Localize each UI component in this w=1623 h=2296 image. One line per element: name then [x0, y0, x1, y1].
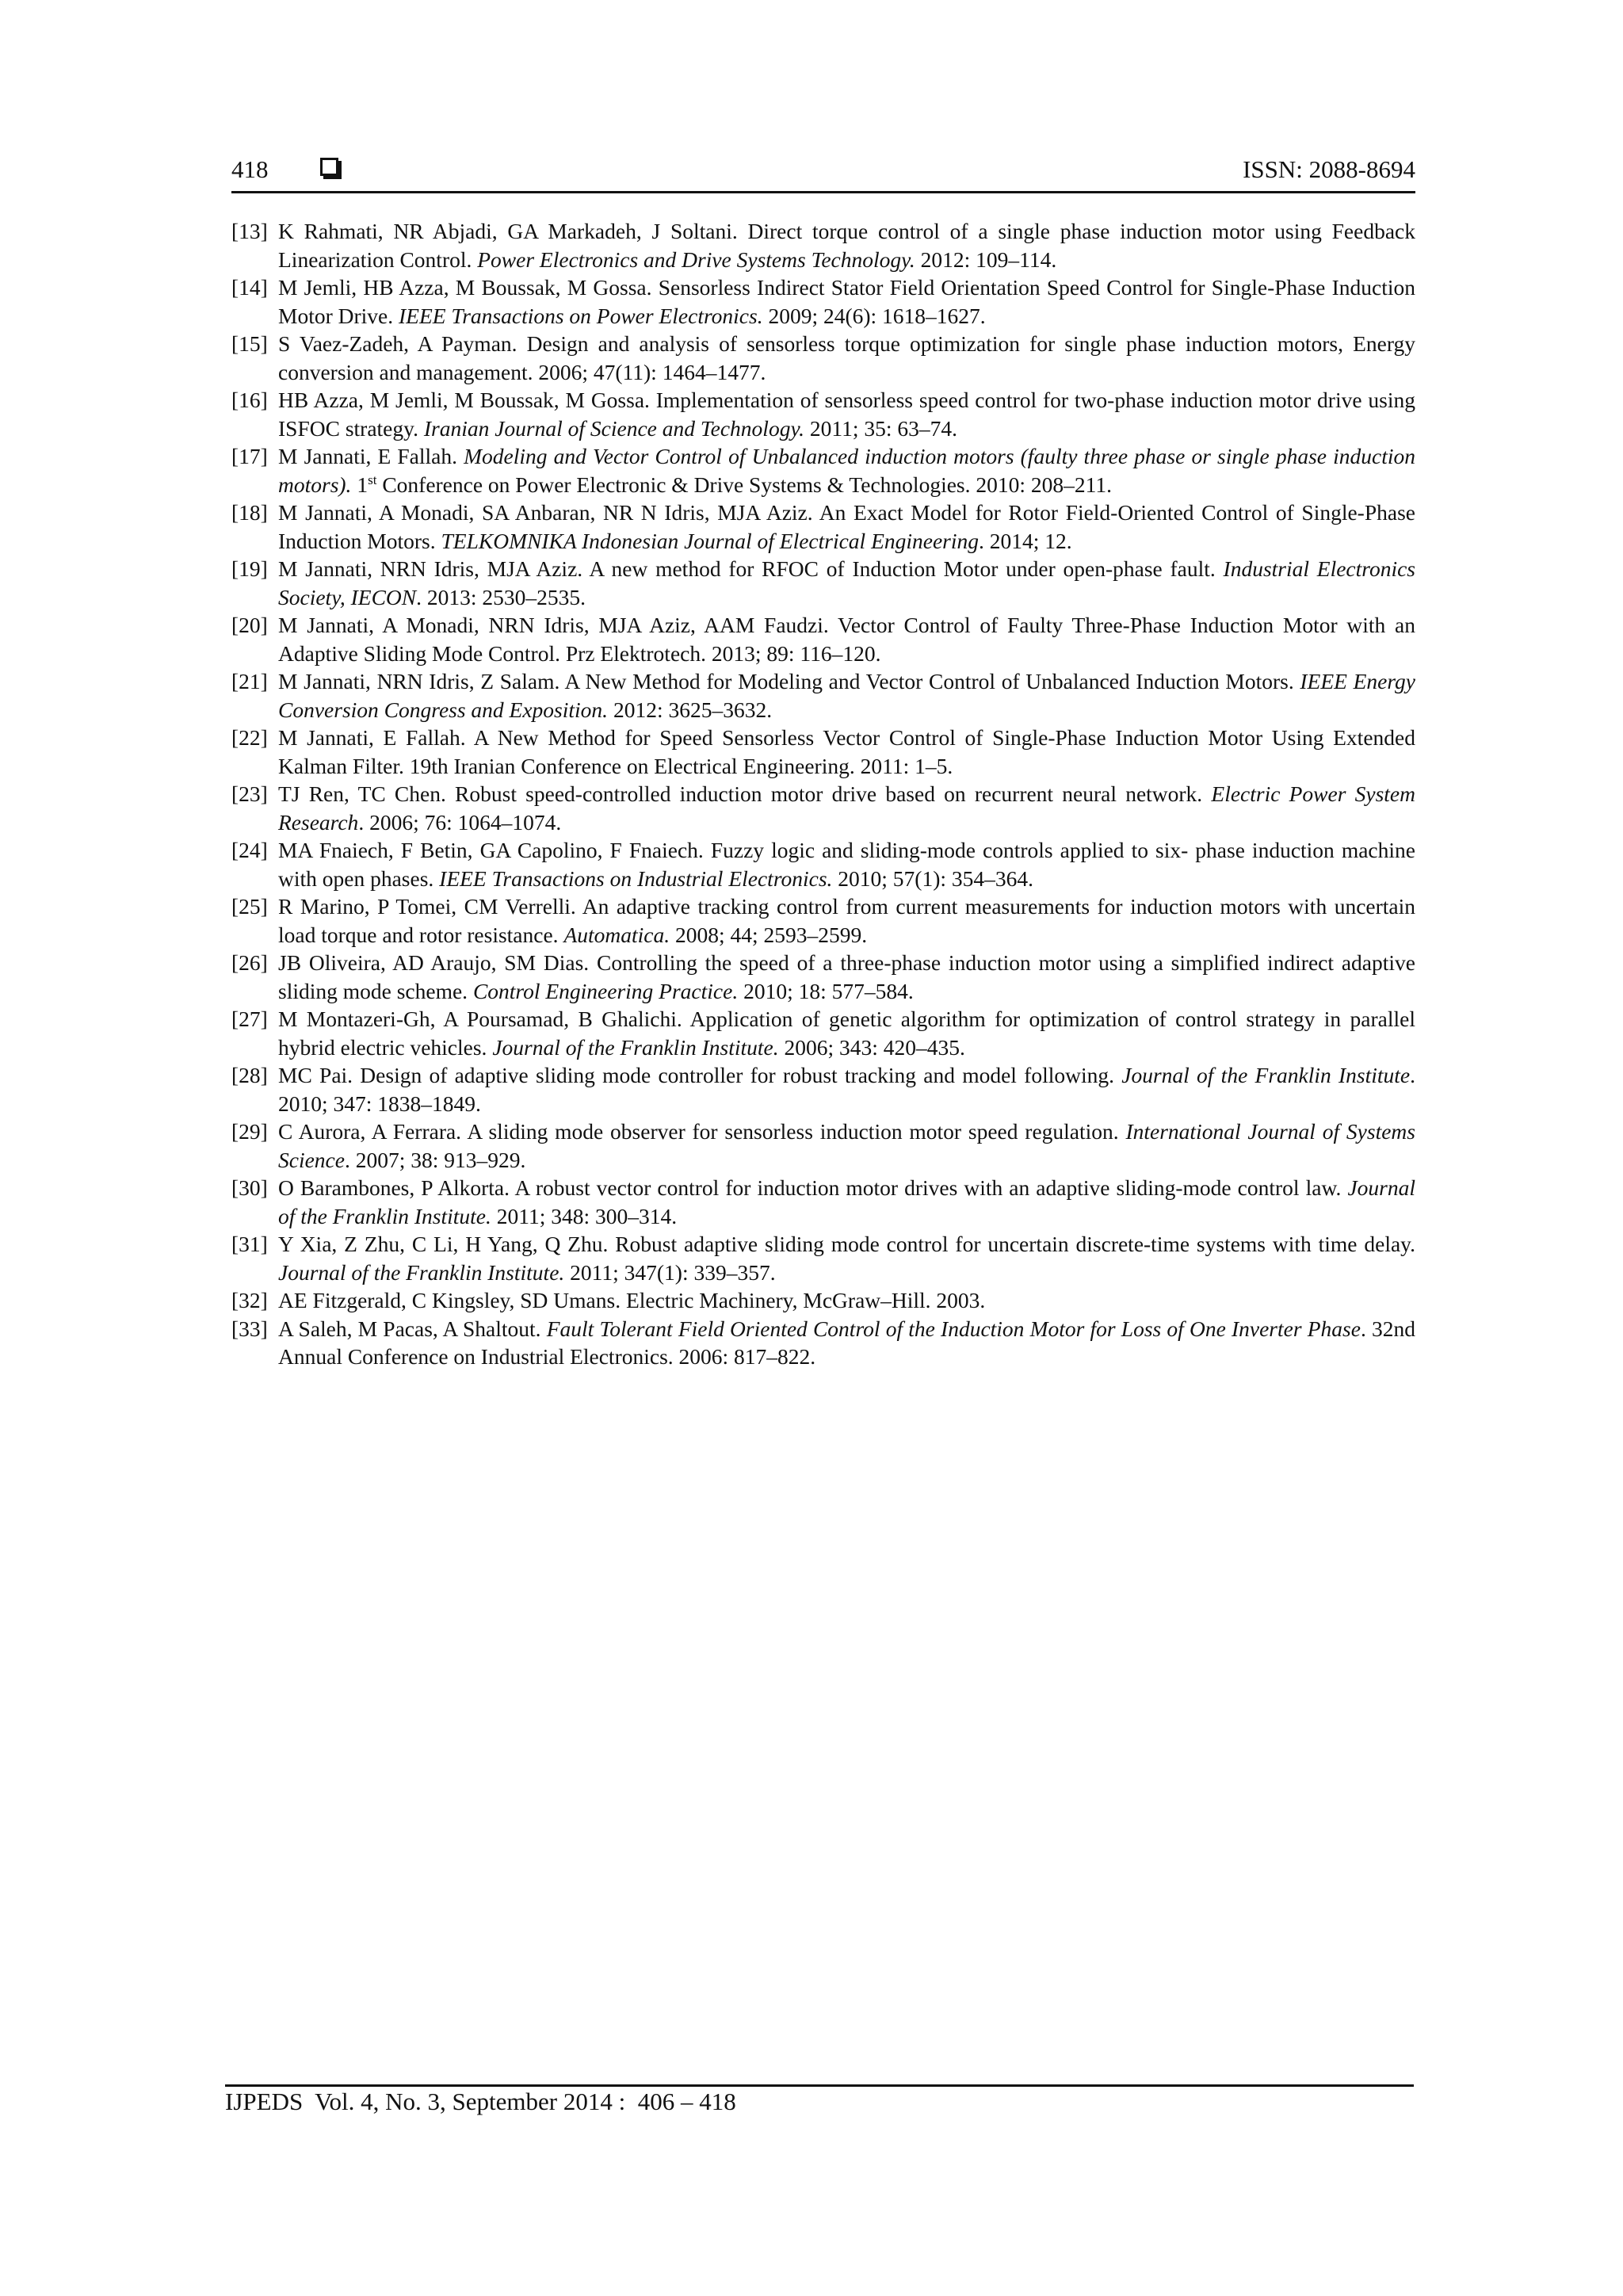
reference-text [278, 219, 1415, 272]
reference-source-title: IEEE Energy Conversion Congress and Exposition. [278, 669, 1415, 722]
reference-fragment: K Rahmati, NR Abjadi, GA Markadeh, J Soltani. Direct torque control of a single phase induction motor using Feedback Linearization Control. [278, 219, 1415, 272]
reference-fragment: 2010; 57(1): 354–364. [832, 865, 1034, 891]
reference-number: [13] [231, 219, 268, 243]
reference-text [278, 950, 1415, 1003]
reference-number: [18] [231, 500, 268, 525]
reference-fragment: . 2013: 2530–2535. [416, 584, 586, 609]
reference-fragment: M Jannati, A Monadi, SA Anbaran, NR N Idris, MJA Aziz. An Exact Model for Rotor Field-Oriented Control of Single-Phase Induction Motors. [278, 500, 1415, 553]
reference-source-title: Industrial Electronics Society, IECON [278, 556, 1415, 609]
reference-text [278, 781, 1415, 835]
reference-source-title: Control Engineering Practice. [472, 978, 739, 1003]
reference-fragment: . 2014; 12. [979, 528, 1072, 553]
reference-item [231, 1061, 1415, 1117]
reference-source-title: Journal of the Franklin Institute. [278, 1175, 1415, 1228]
reference-source-title: Journal of the Franklin Institute. [278, 1259, 565, 1285]
reference-fragment: Conference on Power Electronic & Drive Systems & Technologies. 2010: 208–211. [376, 472, 1112, 497]
reference-fragment: 2010; 18: 577–584. [738, 978, 914, 1003]
reference-text [278, 500, 1415, 553]
reference-fragment: 2009; 24(6): 1618–1627. [762, 303, 986, 328]
reference-source-title: Iranian Journal of Science and Technology. [423, 415, 805, 441]
reference-fragment: 2011; 347(1): 339–357. [564, 1259, 776, 1285]
reference-item [231, 442, 1415, 499]
reference-source-title: Journal of the Franklin Institute [1121, 1063, 1411, 1087]
reference-fragment: M Jannati, E Fallah. [278, 444, 464, 468]
reference-fragment: AE Fitzgerald, C Kingsley, SD Umans. Electric Machinery, McGraw–Hill. 2003. [278, 1288, 986, 1312]
reference-source-title: Automatica. [563, 922, 670, 947]
reference-fragment: M Jannati, NRN Idris, MJA Aziz. A new method for RFOC of Induction Motor under open-phase fault. [278, 556, 1224, 581]
reference-fragment: 1 [351, 472, 369, 497]
reference-item [231, 724, 1415, 780]
reference-fragment: 2006; 343: 420–435. [778, 1034, 965, 1060]
reference-fragment: M Jemli, HB Azza, M Boussak, M Gossa. Sensorless Indirect Stator Field Orientation Speed Control for Single-Phase Induction Motor Drive. [278, 275, 1415, 328]
reference-number: [32] [231, 1288, 268, 1312]
reference-number: [25] [231, 894, 268, 919]
reference-item [231, 836, 1415, 892]
reference-fragment: Y Xia, Z Zhu, C Li, H Yang, Q Zhu. Robust adaptive sliding mode control for uncertain discrete-time systems with time delay. [278, 1232, 1415, 1256]
reference-item [231, 555, 1415, 611]
reference-text [278, 444, 1415, 497]
reference-text [278, 331, 1415, 384]
reference-source-title: Power Electronics and Drive Systems Technology. [477, 246, 915, 272]
reference-fragment: A Saleh, M Pacas, A Shaltout. [278, 1316, 547, 1341]
reference-item [231, 949, 1415, 1005]
reference-text [278, 1119, 1415, 1172]
reference-fragment: MC Pai. Design of adaptive sliding mode controller for robust tracking and model following. [278, 1063, 1122, 1087]
reference-item [231, 499, 1415, 555]
reference-source-title: Electric Power System Research [278, 781, 1415, 835]
reference-item [231, 780, 1415, 836]
reference-item [231, 1315, 1415, 1371]
reference-item [231, 892, 1415, 949]
reference-source-title: Journal of the Franklin Institute. [492, 1034, 779, 1060]
reference-text [278, 1232, 1415, 1285]
reference-fragment: M Jannati, A Monadi, NRN Idris, MJA Aziz, AAM Faudzi. Vector Control of Faulty Three-Phase Induction Motor with an Adaptive Sliding Mode Control. Prz Elektrotech. 2013; 89: 116–120. [278, 613, 1415, 666]
reference-item [231, 273, 1415, 330]
reference-source-title: IEEE Transactions on Power Electronics. [399, 303, 763, 328]
reference-fragment: 2008; 44; 2593–2599. [670, 922, 868, 947]
reference-number: [24] [231, 838, 268, 862]
reference-text [278, 1175, 1415, 1228]
reference-item [231, 330, 1415, 386]
reference-fragment: . 32nd Annual Conference on Industrial Electronics. 2006: 817–822. [278, 1316, 1416, 1369]
reference-text [278, 1007, 1415, 1060]
page-header [231, 152, 1415, 189]
reference-fragment: . 2006; 76: 1064–1074. [358, 809, 562, 835]
reference-number: [21] [231, 669, 268, 693]
reference-item [231, 1174, 1415, 1230]
reference-text [278, 388, 1415, 441]
reference-number: [16] [231, 388, 268, 412]
reference-item [231, 611, 1415, 667]
reference-source-title: International Journal of Systems Science [278, 1119, 1415, 1172]
reference-number: [15] [231, 331, 268, 356]
reference-number: [23] [231, 781, 268, 806]
reference-fragment: 2012: 109–114. [915, 246, 1057, 272]
reference-fragment: MA Fnaiech, F Betin, GA Capolino, F Fnaiech. Fuzzy logic and sliding-mode controls applied to six- phase induction machine with open phases. [278, 838, 1415, 891]
reference-fragment: C Aurora, A Ferrara. A sliding mode observer for sensorless induction motor speed regulation. [278, 1119, 1126, 1144]
reference-fragment: R Marino, P Tomei, CM Verrelli. An adaptive tracking control from current measurements for induction motors with uncertain load torque and rotor resistance. [278, 894, 1415, 947]
reference-text [278, 725, 1415, 778]
reference-fragment: JB Oliveira, AD Araujo, SM Dias. Controlling the speed of a three-phase induction motor using a simplified indirect adaptive sliding mode scheme. [278, 950, 1415, 1003]
reference-text [278, 894, 1415, 947]
reference-number: [26] [231, 950, 268, 975]
reference-fragment: . 2010; 347: 1838–1849. [278, 1063, 1416, 1116]
footer-divider [225, 2084, 1414, 2087]
reference-fragment: M Jannati, E Fallah. A New Method for Speed Sensorless Vector Control of Single-Phase Induction Motor Using Extended Kalman Filter. 19th Iranian Conference on Electrical Engineering. 2011: 1–5. [278, 725, 1415, 778]
reference-fragment: HB Azza, M Jemli, M Boussak, M Gossa. Implementation of sensorless speed control for two-phase induction motor drive using ISFOC strategy. [278, 388, 1415, 441]
reference-fragment: O Barambones, P Alkorta. A robust vector control for induction motor drives with an adaptive sliding-mode control law. [278, 1175, 1348, 1200]
footer-citation: IJPEDS Vol. 4, No. 3, September 2014 : 406 – 418 [225, 2088, 736, 2115]
reference-text [278, 275, 1415, 328]
header-divider [231, 191, 1415, 193]
reference-number: [19] [231, 556, 268, 581]
reference-text [278, 838, 1415, 891]
square-bullet-icon [320, 158, 338, 176]
reference-text [278, 613, 1415, 666]
issn-label: ISSN: 2088-8694 [1243, 155, 1415, 183]
reference-text [278, 1063, 1415, 1116]
reference-number: [29] [231, 1119, 268, 1144]
reference-number: [20] [231, 613, 268, 637]
reference-fragment: . 2007; 38: 913–929. [344, 1147, 526, 1172]
reference-fragment: M Montazeri-Gh, A Poursamad, B Ghalichi. Application of genetic algorithm for optimization of control strategy in parallel hybrid electric vehicles. [278, 1007, 1415, 1060]
reference-number: [31] [231, 1232, 268, 1256]
reference-fragment: 2011; 35: 63–74. [804, 415, 958, 441]
reference-list [231, 217, 1415, 1371]
reference-fragment: 2011; 348: 300–314. [491, 1203, 678, 1228]
reference-fragment: S Vaez-Zadeh, A Payman. Design and analysis of sensorless torque optimization for single phase induction motors, Energy conversion and management. 2006; 47(11): 1464–1477. [278, 331, 1415, 384]
reference-item [231, 386, 1415, 442]
reference-text [278, 556, 1415, 609]
reference-source-title: IEEE Transactions on Industrial Electronics. [439, 865, 833, 891]
reference-number: [33] [231, 1316, 268, 1341]
reference-number: [30] [231, 1175, 268, 1200]
reference-item [231, 1005, 1415, 1061]
reference-item [231, 1117, 1415, 1174]
reference-number: [14] [231, 275, 268, 300]
reference-source-title: Fault Tolerant Field Oriented Control of the Induction Motor for Loss of One Inverter Phase [546, 1316, 1361, 1341]
reference-source-title: Modeling and Vector Control of Unbalanced induction motors (faulty three phase or single phase induction motors). [278, 444, 1415, 497]
reference-text [278, 1288, 985, 1312]
reference-item [231, 1230, 1415, 1286]
reference-number: [27] [231, 1007, 268, 1031]
reference-number: [22] [231, 725, 268, 750]
reference-text [278, 1316, 1415, 1370]
reference-number: [28] [231, 1063, 268, 1087]
reference-fragment: 2012: 3625–3632. [608, 697, 773, 722]
reference-item [231, 1286, 1415, 1315]
reference-item [231, 667, 1415, 724]
reference-fragment: M Jannati, NRN Idris, Z Salam. A New Method for Modeling and Vector Control of Unbalanced Induction Motors. [278, 669, 1300, 693]
reference-number: [17] [231, 444, 268, 468]
page-number: 418 [231, 155, 269, 183]
superscript: st [368, 472, 377, 487]
reference-item [231, 217, 1415, 273]
reference-text [278, 669, 1415, 722]
reference-source-title: TELKOMNIKA Indonesian Journal of Electrical Engineering [441, 528, 980, 553]
reference-fragment: TJ Ren, TC Chen. Robust speed-controlled induction motor drive based on recurrent neural network. [278, 781, 1212, 806]
